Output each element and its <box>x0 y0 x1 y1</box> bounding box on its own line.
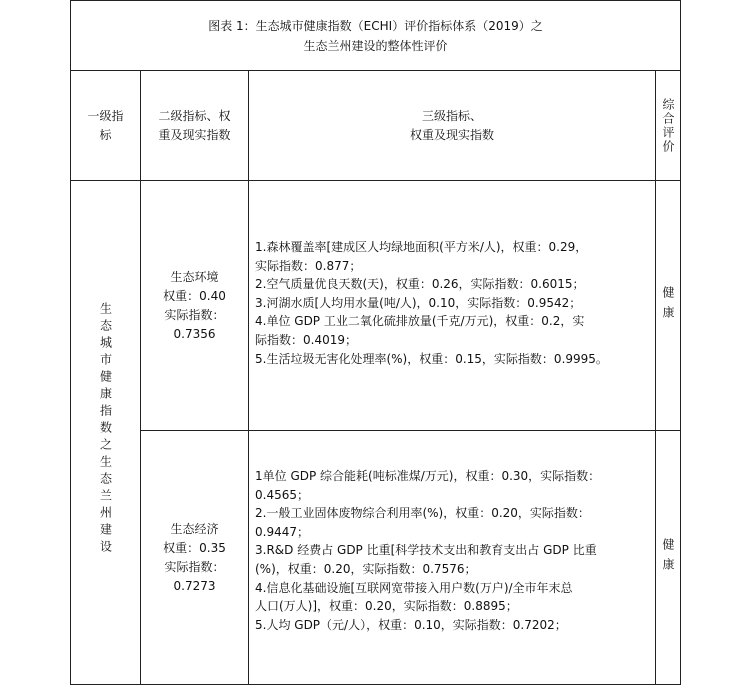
list-item: 1.森林覆盖率[建成区人均绿地面积(平方米/人)，权重：0.29， <box>255 240 588 254</box>
header-level1-line-2: 标 <box>99 127 112 142</box>
rating-text: 健康 <box>661 285 675 326</box>
level2-weight: 权重：0.35 <box>163 540 226 555</box>
rating-text: 健康 <box>661 537 675 578</box>
list-item: 2.空气质量优良天数(天)，权重：0.26，实际指数：0.6015； <box>255 277 585 292</box>
level1-indicator-text: 生态城市健康指数之生态兰州建设 <box>98 302 113 557</box>
list-item: 实际指数：0.877； <box>255 258 362 273</box>
rating-cell-environment <box>656 181 680 430</box>
level2-name: 生态环境 <box>170 269 219 284</box>
list-item: 0.9447； <box>255 524 309 539</box>
list-item: 人口(万人)]，权重：0.20，实际指数：0.8895； <box>255 599 518 614</box>
title-line-2: 生态兰州建设的整体性评价 <box>303 38 448 53</box>
level2-weight: 权重：0.40 <box>163 288 226 303</box>
header-level3 <box>249 71 655 180</box>
list-item: 5.人均 GDP（元/人），权重：0.10，实际指数：0.7202； <box>255 617 567 632</box>
title-line-1: 图表 1：生态城市健康指数（ECHI）评价指标体系（2019）之 <box>208 18 543 33</box>
list-item: 5.生活垃圾无害化处理率(%)，权重：0.15，实际指数：0.9995。 <box>255 351 608 366</box>
header-level2 <box>141 71 248 180</box>
rating-cell-economy <box>656 431 680 684</box>
header-rating-text: 综合评价 <box>661 97 675 154</box>
header-level3-line-2: 权重及现实指数 <box>409 127 494 142</box>
list-item: 3.R&D 经费占 GDP 比重[科学技术支出和教育支出占 GDP 比重 <box>255 543 597 558</box>
level2-name: 生态经济 <box>170 521 219 536</box>
header-level2-line-1: 二级指标、权 <box>158 108 231 123</box>
level3-list-economy <box>255 467 653 634</box>
level2-cell-environment <box>141 181 248 430</box>
list-item: (%)，权重：0.20，实际指数：0.7576； <box>255 561 477 576</box>
level1-indicator <box>71 181 140 684</box>
list-item: 1单位 GDP 综合能耗(吨标准煤/万元)，权重：0.30，实际指数： <box>255 469 601 483</box>
list-item: 0.4565； <box>255 487 309 502</box>
rule-right <box>680 0 681 685</box>
header-level2-line-2: 重及现实指数 <box>158 127 231 142</box>
list-item: 2.一般工业固体废物综合利用率(%)，权重：0.20，实际指数： <box>255 506 590 521</box>
list-item: 3.河湖水质[人均用水量(吨/人)，0.10，实际指数：0.9542； <box>255 295 582 310</box>
header-rating <box>656 71 680 180</box>
header-level1-line-1: 一级指 <box>87 108 124 123</box>
list-item: 4.信息化基础设施[互联网宽带接入用户数(万户)/全市年末总 <box>255 580 573 595</box>
level3-list-environment <box>255 238 653 368</box>
list-item: 际指数：0.4019； <box>255 332 357 347</box>
level2-cell-economy <box>141 431 248 684</box>
header-level3-line-1: 三级指标、 <box>421 108 482 123</box>
level2-index-label: 实际指数： <box>164 307 225 322</box>
list-item: 4.单位 GDP 工业二氧化硫排放量(千克/万元)，权重：0.2，实 <box>255 314 585 329</box>
rule-bottom <box>70 684 681 685</box>
header-level1 <box>71 71 140 180</box>
table-title <box>71 1 680 70</box>
level2-index-value: 0.7356 <box>173 326 216 341</box>
level2-index-value: 0.7273 <box>173 578 216 593</box>
evaluation-table <box>70 0 681 685</box>
level2-index-label: 实际指数： <box>164 559 225 574</box>
